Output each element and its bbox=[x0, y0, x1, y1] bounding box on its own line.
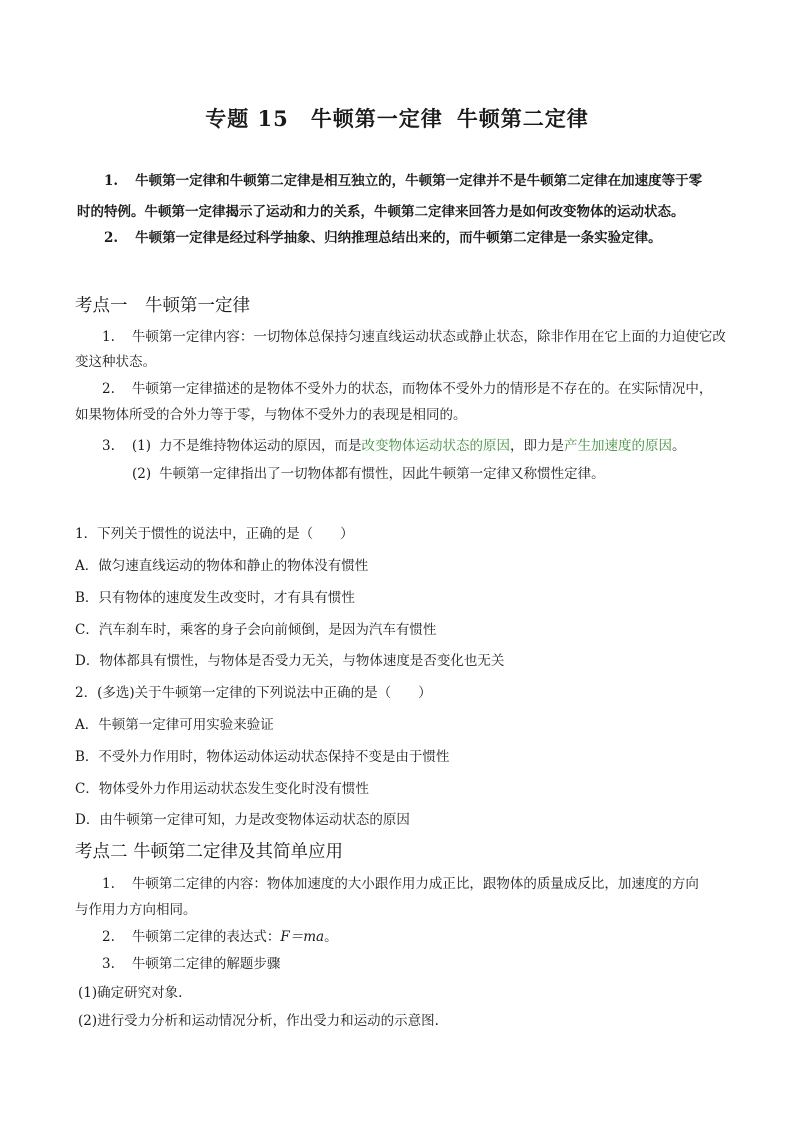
section-1-heading: 考点一 牛顿第一定律 bbox=[75, 296, 250, 316]
section-2-heading: 考点二 牛顿第二定律及其简单应用 bbox=[75, 842, 344, 862]
question-2-stem: 2．(多选)关于牛顿第一定律的下列说法中正确的是（ ） bbox=[75, 685, 432, 701]
intro-item-1-line-1 bbox=[104, 172, 702, 190]
question-1-option-b: B．只有物体的速度发生改变时，才有具有惯性 bbox=[75, 590, 355, 606]
highlight-produce-acceleration: 产生加速度的原因 bbox=[564, 438, 673, 454]
question-2-option-c: C．物体受外力作用运动状态发生变化时没有惯性 bbox=[75, 781, 369, 797]
section-1-point-3-text-b: ，即力是 bbox=[510, 438, 565, 454]
section-2-point-2 bbox=[102, 928, 338, 946]
section-2-point-3 bbox=[102, 955, 280, 973]
section-2-point-3-text: 牛顿第二定律的解题步骤 bbox=[131, 956, 281, 972]
intro-item-1-number: 1. bbox=[104, 173, 119, 189]
intro-item-2-text: 牛顿第一定律是经过科学抽象、归纳推理总结出来的，而牛顿第二定律是一条实验定律。 bbox=[135, 230, 662, 246]
section-1-point-3-sub-1: (1) bbox=[131, 438, 152, 454]
intro-item-1-text: 牛顿第一定律和牛顿第二定律是相互独立的，牛顿第一定律并不是牛顿第二定律在加速度等于零 bbox=[135, 173, 703, 189]
section-2-point-1-line-2: 与作用力方向相同。 bbox=[75, 902, 197, 918]
section-2-point-1-text: 牛顿第二定律的内容：物体加速度的大小跟作用力成正比，跟物体的质量成反比，加速度的方向 bbox=[131, 876, 699, 892]
highlight-change-motion-state: 改变物体运动状态的原因 bbox=[361, 438, 511, 454]
section-1-point-3-sub-2: (2) bbox=[132, 466, 152, 482]
question-2-option-d: D．由牛顿第一定律可知，力是改变物体运动状态的原因 bbox=[75, 812, 410, 828]
question-1-option-d: D．物体都具有惯性，与物体是否受力无关，与物体速度是否变化也无关 bbox=[75, 653, 505, 669]
section-1-point-2-line-1 bbox=[102, 380, 712, 398]
intro-item-2-number: 2. bbox=[104, 230, 119, 246]
intro-item-1-line-2: 时的特例。牛顿第一定律揭示了运动和力的关系，牛顿第二定律来回答力是如何改变物体的运动状态。 bbox=[77, 204, 685, 220]
question-1-option-a: A．做匀速直线运动的物体和静止的物体没有惯性 bbox=[75, 558, 369, 574]
question-1-option-c: C．汽车刹车时，乘客的身子会向前倾倒，是因为汽车有惯性 bbox=[75, 622, 437, 638]
page-title bbox=[0, 103, 794, 133]
section-2-step-1: (1)确定研究对象. bbox=[78, 985, 183, 1001]
section-1-point-1-text: 牛顿第一定律内容：一切物体总保持匀速直线运动状态或静止状态，除非作用在它上面的力迫使它改 bbox=[131, 329, 726, 345]
section-1-point-3-line-1 bbox=[102, 437, 686, 455]
section-1-point-3-number: 3. bbox=[102, 438, 115, 454]
question-1-stem: 1．下列关于惯性的说法中，正确的是（ ） bbox=[75, 526, 354, 542]
intro-item-2 bbox=[104, 229, 662, 247]
question-2-option-b: B．不受外力作用时，物体运动体运动状态保持不变是由于惯性 bbox=[75, 749, 450, 765]
section-2-point-2-text: 牛顿第二定律的表达式： bbox=[131, 929, 281, 945]
section-2-point-3-number: 3. bbox=[102, 956, 115, 972]
title-topic-number: 专题 15 bbox=[205, 106, 289, 131]
section-1-point-1-line-2: 变这种状态。 bbox=[75, 354, 156, 370]
section-1-point-3-text-a: 力不是维持物体运动的原因，而是 bbox=[159, 438, 362, 454]
formula-f-equals-ma: F＝ma bbox=[280, 929, 325, 945]
section-2-point-1-line-1 bbox=[102, 875, 699, 893]
section-1-point-2-line-2: 如果物体所受的合外力等于零，与物体不受外力的表现是相同的。 bbox=[75, 407, 467, 423]
section-1-point-3-text-c: 。 bbox=[672, 438, 686, 454]
section-1-point-3-line-2 bbox=[132, 465, 605, 483]
section-1-point-3-text-2: 牛顿第一定律指出了一切物体都有惯性，因此牛顿第一定律又称惯性定律。 bbox=[159, 466, 605, 482]
question-2-option-a: A．牛顿第一定律可用实验来验证 bbox=[75, 717, 274, 733]
section-1-point-2-number: 2. bbox=[102, 381, 115, 397]
section-2-point-1-number: 1. bbox=[102, 876, 115, 892]
section-1-point-2-text: 牛顿第一定律描述的是物体不受外力的状态，而物体不受外力的情形是不存在的。在实际情况中， bbox=[131, 381, 713, 397]
section-2-step-2: (2)进行受力分析和运动情况分析，作出受力和运动的示意图. bbox=[78, 1013, 439, 1029]
section-2-point-2-number: 2. bbox=[102, 929, 115, 945]
section-1-point-1-number: 1. bbox=[102, 329, 115, 345]
section-1-point-1-line-1 bbox=[102, 328, 726, 346]
section-2-point-2-end: 。 bbox=[324, 929, 338, 945]
title-second-law: 牛顿第二定律 bbox=[456, 106, 589, 131]
title-first-law: 牛顿第一定律 bbox=[310, 106, 443, 131]
